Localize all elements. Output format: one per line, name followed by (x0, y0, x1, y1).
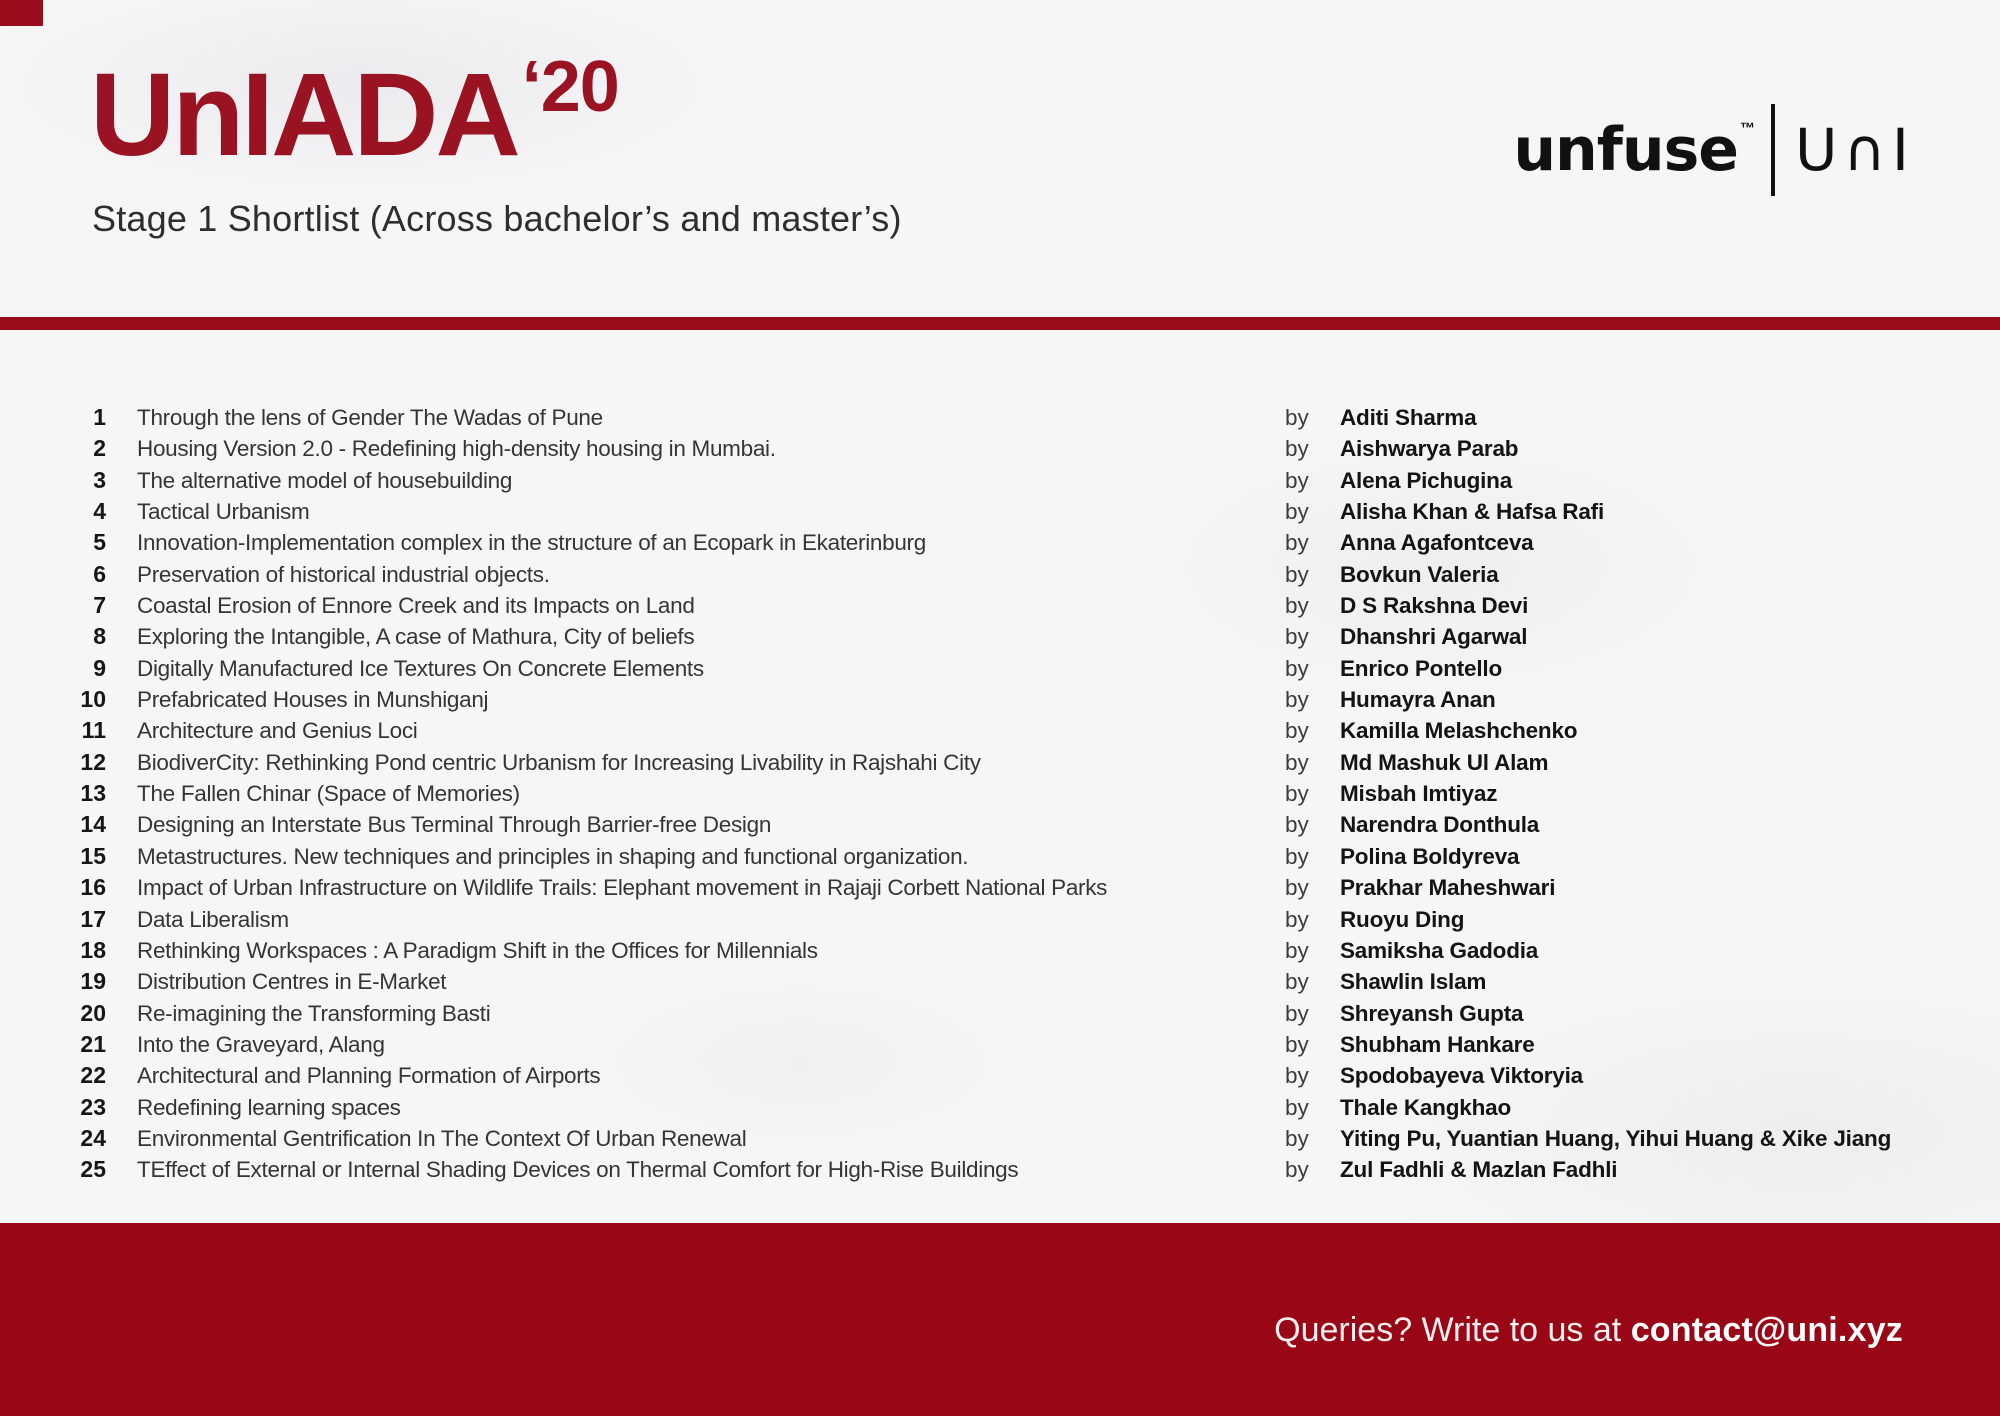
entry-number: 23 (80, 1093, 106, 1120)
entry-author: Enrico Pontello (1340, 655, 1503, 681)
by-label: by (1285, 749, 1309, 775)
by-label: by (1285, 436, 1309, 462)
list-item (68, 809, 2000, 840)
logo-divider (1771, 104, 1775, 196)
entry-title: Distribution Centres in E-Market (137, 969, 447, 995)
footer-query-line (1274, 1311, 1903, 1350)
entry-title: Into the Graveyard, Alang (137, 1031, 385, 1057)
shortlist (0, 402, 2000, 1186)
by-label: by (1285, 812, 1309, 838)
entry-number: 8 (93, 623, 106, 650)
entry-author: Zul Fadhli & Mazlan Fadhli (1340, 1157, 1618, 1183)
by-label: by (1285, 937, 1309, 963)
by-label: by (1285, 1000, 1309, 1026)
by-label: by (1285, 561, 1309, 587)
list-item (68, 935, 2000, 966)
entry-number: 4 (93, 498, 106, 525)
list-item (68, 653, 2000, 684)
entry-title: Designing an Interstate Bus Terminal Through Barrier-free Design (137, 812, 772, 838)
entry-title: Re-imagining the Transforming Basti (137, 1000, 491, 1026)
footer-query-text: Queries? Write to us at (1274, 1311, 1622, 1349)
by-label: by (1285, 1063, 1309, 1089)
entry-number: 18 (80, 936, 106, 963)
entry-number: 7 (93, 592, 106, 619)
by-label: by (1285, 781, 1309, 807)
list-item (68, 747, 2000, 778)
entry-number: 12 (80, 748, 106, 775)
entry-number: 13 (80, 780, 106, 807)
entry-author: Shubham Hankare (1340, 1031, 1535, 1057)
entry-number: 14 (80, 811, 106, 838)
entry-title: Tactical Urbanism (137, 499, 310, 525)
by-label: by (1285, 843, 1309, 869)
entry-title: Exploring the Intangible, A case of Mathura, City of beliefs (137, 624, 695, 650)
entry-author: Shawlin Islam (1340, 969, 1487, 995)
entry-number: 6 (93, 560, 106, 587)
page-title (90, 42, 619, 190)
entry-number: 3 (93, 466, 106, 493)
entry-author: Aishwarya Parab (1340, 436, 1519, 462)
entry-number: 9 (93, 654, 106, 681)
by-label: by (1285, 906, 1309, 932)
list-item (68, 715, 2000, 746)
entry-author: Polina Boldyreva (1340, 843, 1520, 869)
by-label: by (1285, 624, 1309, 650)
entry-author: Bovkun Valeria (1340, 561, 1499, 587)
entry-title: Prefabricated Houses in Munshiganj (137, 687, 489, 713)
entry-number: 10 (80, 686, 106, 713)
list-item (68, 966, 2000, 997)
by-label: by (1285, 1031, 1309, 1057)
entry-number: 25 (80, 1156, 106, 1183)
by-label: by (1285, 969, 1309, 995)
unfuse-uni-logo (1513, 104, 1915, 196)
entry-number: 22 (80, 1062, 106, 1089)
entry-title: Through the lens of Gender The Wadas of Pune (137, 405, 603, 430)
entry-title: Metastructures. New techniques and principles in shaping and functional organization. (137, 843, 969, 869)
list-item (68, 402, 2000, 433)
by-label: by (1285, 655, 1309, 681)
entry-author: Kamilla Melashchenko (1340, 718, 1578, 744)
list-item (68, 527, 2000, 558)
entry-title: The alternative model of housebuilding (137, 467, 513, 493)
entry-number: 21 (80, 1030, 106, 1057)
list-item (68, 496, 2000, 527)
entry-number: 5 (93, 529, 106, 556)
entry-title: Coastal Erosion of Ennore Creek and its Impacts on Land (137, 593, 695, 619)
unfuse-logo-text: unfuse (1513, 115, 1738, 185)
list-item (68, 1123, 2000, 1154)
entry-author: Prakhar Maheshwari (1340, 875, 1556, 901)
entry-title: Redefining learning spaces (137, 1094, 401, 1120)
list-item (68, 433, 2000, 464)
corner-accent (0, 0, 43, 26)
entry-author: Humayra Anan (1340, 687, 1496, 713)
entry-number: 19 (80, 968, 106, 995)
trademark-symbol: ™ (1739, 119, 1755, 137)
uni-logo-text: U∩I (1794, 116, 1915, 184)
by-label: by (1285, 530, 1309, 556)
entry-title: Architectural and Planning Formation of Airports (137, 1063, 601, 1089)
entry-title: Architecture and Genius Loci (137, 718, 418, 744)
entry-number: 2 (93, 435, 106, 462)
list-item (68, 904, 2000, 935)
entry-number: 24 (80, 1124, 106, 1151)
entry-author: Misbah Imtiyaz (1340, 781, 1498, 807)
contact-email-link[interactable]: contact@uni.xyz (1630, 1311, 1903, 1349)
entry-author: Spodobayeva Viktoryia (1340, 1063, 1583, 1089)
page-title-text: UnIADA (90, 49, 518, 181)
list-item (68, 872, 2000, 903)
entry-author: Alisha Khan & Hafsa Rafi (1340, 499, 1605, 525)
entry-author: Samiksha Gadodia (1340, 937, 1539, 963)
list-item (68, 841, 2000, 872)
by-label: by (1285, 718, 1309, 744)
entry-number: 20 (80, 999, 106, 1026)
entry-author: Shreyansh Gupta (1340, 1000, 1524, 1026)
list-item (68, 684, 2000, 715)
by-label: by (1285, 875, 1309, 901)
entry-title: Housing Version 2.0 - Redefining high-density housing in Mumbai. (137, 436, 776, 462)
entry-title: Data Liberalism (137, 906, 289, 932)
entry-title: TEffect of External or Internal Shading Devices on Thermal Comfort for High-Rise Buildings (137, 1157, 1019, 1183)
entry-author: Narendra Donthula (1340, 812, 1540, 838)
header-divider-rule (0, 317, 2000, 330)
entry-author: Thale Kangkhao (1340, 1094, 1511, 1120)
entry-number: 1 (93, 404, 106, 430)
list-item (68, 1154, 2000, 1185)
page-subtitle: Stage 1 Shortlist (Across bachelor’s and master’s) (92, 198, 902, 239)
footer (0, 1223, 2000, 1416)
entry-title: Preservation of historical industrial objects. (137, 561, 550, 587)
list-item (68, 465, 2000, 496)
entry-author: Md Mashuk Ul Alam (1340, 749, 1549, 775)
list-item (68, 778, 2000, 809)
entry-title: The Fallen Chinar (Space of Memories) (137, 781, 520, 807)
title-year: ‘20 (521, 47, 619, 127)
by-label: by (1285, 687, 1309, 713)
list-item (68, 559, 2000, 590)
entry-number: 17 (80, 905, 106, 932)
entry-author: Dhanshri Agarwal (1340, 624, 1528, 650)
entry-title: Environmental Gentrification In The Context Of Urban Renewal (137, 1125, 747, 1151)
list-item (68, 621, 2000, 652)
by-label: by (1285, 593, 1309, 619)
list-item (68, 1060, 2000, 1091)
by-label: by (1285, 1125, 1309, 1151)
entry-author: Ruoyu Ding (1340, 906, 1465, 932)
list-item (68, 590, 2000, 621)
by-label: by (1285, 405, 1309, 430)
by-label: by (1285, 1094, 1309, 1120)
entry-title: Innovation-Implementation complex in the structure of an Ecopark in Ekaterinburg (137, 530, 926, 556)
by-label: by (1285, 467, 1309, 493)
entry-author: Anna Agafontceva (1340, 530, 1534, 556)
list-item (68, 1029, 2000, 1060)
by-label: by (1285, 499, 1309, 525)
entry-author: Alena Pichugina (1340, 467, 1513, 493)
entry-number: 16 (80, 874, 106, 901)
entry-title: Rethinking Workspaces : A Paradigm Shift in the Offices for Millennials (137, 937, 818, 963)
entry-author: Aditi Sharma (1340, 405, 1477, 430)
entry-title: Digitally Manufactured Ice Textures On Concrete Elements (137, 655, 704, 681)
by-label: by (1285, 1157, 1309, 1183)
list-item (68, 998, 2000, 1029)
entry-title: BiodiverCity: Rethinking Pond centric Urbanism for Increasing Livability in Rajshahi City (137, 749, 981, 775)
entry-number: 11 (81, 717, 106, 744)
title-block (90, 42, 619, 190)
entry-title: Impact of Urban Infrastructure on Wildlife Trails: Elephant movement in Rajaji Corbett National Parks (137, 875, 1108, 901)
list-item (68, 1092, 2000, 1123)
entry-author: D S Rakshna Devi (1340, 593, 1529, 619)
entry-number: 15 (80, 842, 106, 869)
entry-author: Yiting Pu, Yuantian Huang, Yihui Huang & Xike Jiang (1340, 1125, 1892, 1151)
